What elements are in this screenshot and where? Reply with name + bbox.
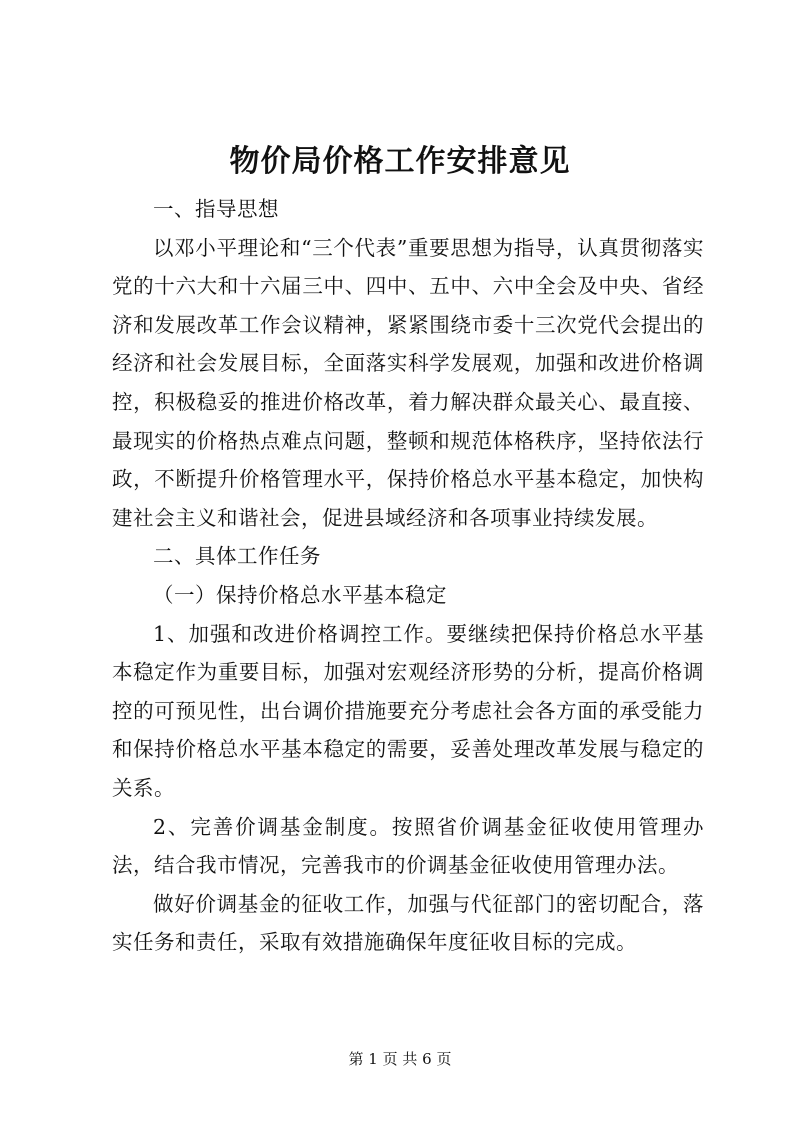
page-footer: 第 1 页 共 6 页	[348, 1050, 452, 1068]
paragraph-item-1: 1、加强和改进价格调控工作。要继续把保持价格总水平基本稳定作为重要目标，加强对宏观经济形势的分析，提高价格调控的可预见性，出台调价措施要充分考虑社会各方面的承受能力和保持价格总水平基本稳定的需要，妥善处理改革发展与稳定的关系。	[112, 621, 704, 800]
subsection-heading-price-stability: （一）保持价格总水平基本稳定	[153, 582, 447, 607]
document-body	[112, 190, 704, 962]
section-heading-specific-tasks: 二、具体工作任务	[153, 544, 321, 569]
document-title: 物价局价格工作安排意见	[229, 144, 571, 179]
paragraph-item-2: 2、完善价调基金制度。按照省价调基金征收使用管理办法，结合我市情况，完善我市的价调基金征收使用管理办法。	[112, 814, 704, 878]
paragraph-item-3: 做好价调基金的征收工作，加强与代征部门的密切配合，落实任务和责任，采取有效措施确保年度征收目标的完成。	[112, 891, 704, 955]
paragraph-guiding-ideology: 以邓小平理论和“三个代表”重要思想为指导，认真贯彻落实党的十六大和十六届三中、四中、五中、六中全会及中央、省经济和发展改革工作会议精神，紧紧围绕市委十三次党代会提出的经济和社会发展目标，全面落实科学发展观，加强和改进价格调控，积极稳妥的推进价格改革，着力解决群众最关心、最直接、最现实的价格热点难点问题，整顿和规范体格秩序，坚持依法行政，不断提升价格管理水平，保持价格总水平基本稳定，加快构建社会主义和谐社会，促进县域经济和各项事业持续发展。	[112, 235, 704, 530]
section-heading-guiding-ideology: 一、指导思想	[153, 197, 279, 221]
